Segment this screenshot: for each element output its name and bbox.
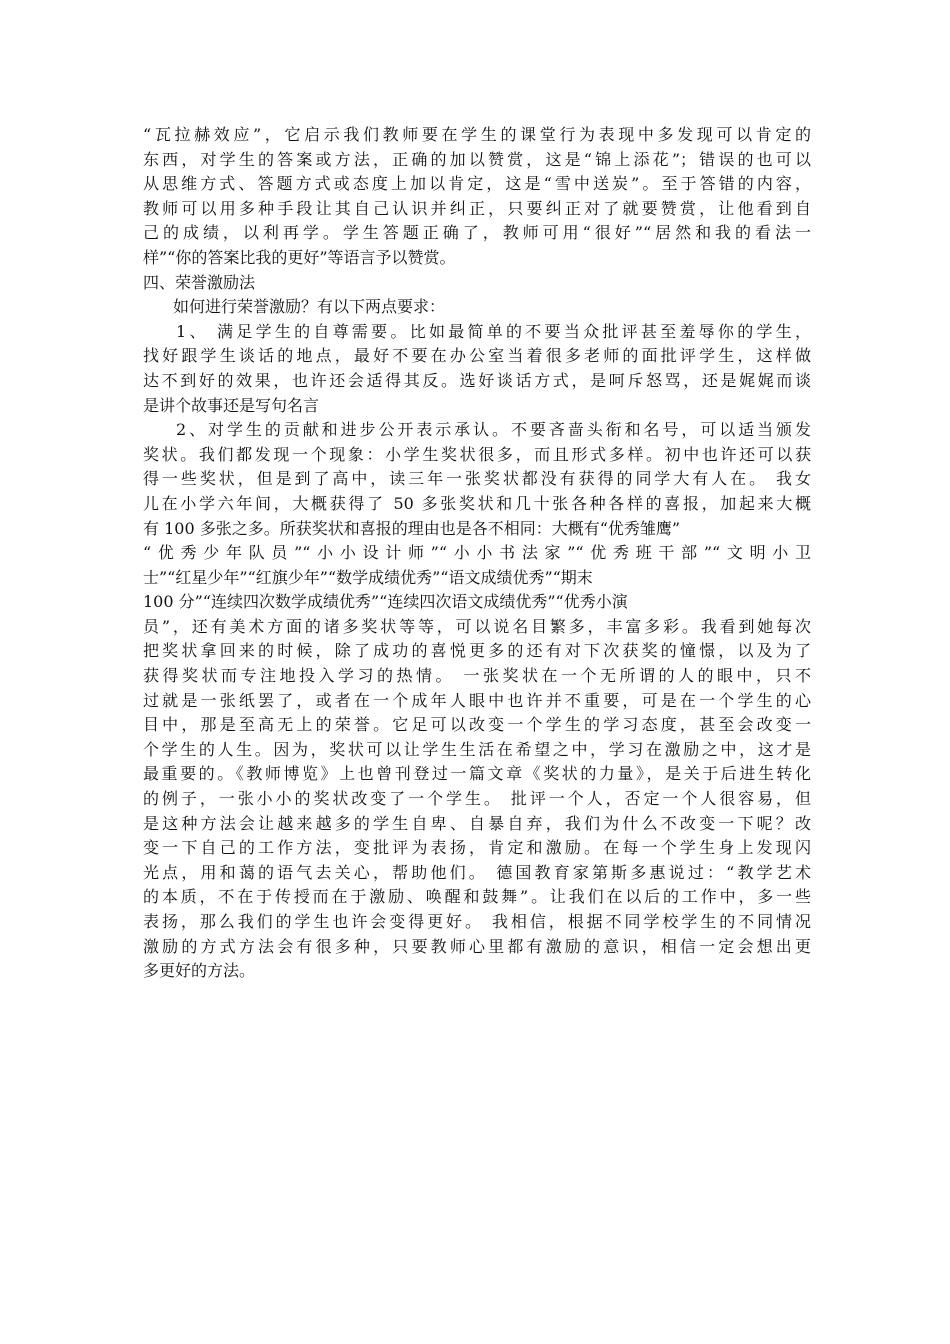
list-item: 2、对学生的贡献和进步公开表示承认。不要吝啬头衔和名号，可以适当颁发 [176,420,811,440]
text-line: 己的成绩，以利再学。学生答题正确了，教师可用“很好”“居然和我的看法一 [143,223,811,243]
text-line: 如何进行荣誉激励？有以下两点要求： [173,297,446,317]
text-line: 达不到好的效果，也许还会适得其反。选好谈话方式，是呵斥怒骂，还是娓娓而谈 [143,370,811,390]
text-line: 的例子，一张小小的奖状改变了一个学生。 批评一个人，否定一个人很容易，但 [143,789,811,809]
text-line: 士”“红星少年”“红旗少年”“数学成绩优秀”“语文成绩优秀”“期末 [143,567,593,587]
text-line: 100 分”“连续四次数学成绩优秀”“连续四次语文成绩优秀”“优秀小演 [143,592,628,612]
text-line: 表扬，那么我们的学生也许会变得更好。 我相信，根据不同学校学生的不同情况 [143,912,811,931]
list-item: 1、 满足学生的自尊需要。比如最简单的不要当众批评甚至羞辱你的学生， [176,321,811,341]
document-body [143,123,811,984]
text-line: 奖状。我们都发现一个现象：小学生奖状很多，而且形式多样。初中也许还可以获 [143,444,811,464]
text-line: 光点，用和蔼的语气去关心，帮助他们。 德国教育家第斯多惠说过：“教学艺术 [143,862,811,882]
text-line: 的本质，不在于传授而在于激励、唤醒和鼓舞”。让我们在以后的工作中，多一些 [143,887,811,907]
text-line: 有 100 多张之多。所获奖状和喜报的理由也是各不相同：大概有“优秀雏鹰” [143,518,681,538]
text-line: 过就是一张纸罢了，或者在一个成年人眼中也许并不重要，可是在一个学生的心 [143,690,811,710]
text-line: 目中，那是至高无上的荣誉。它足可以改变一个学生的学习态度，甚至会改变一 [143,715,811,735]
text-line: 获得奖状而专注地投入学习的热情。 一张奖状在一个无所谓的人的眼中，只不 [143,666,811,686]
text-line: 最重要的。《教师博览》上也曾刊登过一篇文章《奖状的力量》，是关于后进生转化 [143,764,811,784]
text-line: “优秀少年队员”“小小设计师”“小小书法家”“优秀班干部”“文明小卫 [143,543,811,563]
text-line: 变一下自己的工作方法，变批评为表扬，肯定和激励。在每一个学生身上发现闪 [143,838,811,858]
section-heading: 四、荣誉激励法 [143,272,256,292]
text-line: 得一些奖状，但是到了高中，读三年一张奖状都没有获得的同学大有人在。 我女 [143,469,811,489]
text-line: 东西，对学生的答案或方法，正确的加以赞赏，这是“锦上添花”；错误的也可以 [143,149,811,169]
text-line: 教师可以用多种手段让其自己认识并纠正，只要纠正对了就要赞赏，让他看到自 [143,198,811,218]
text-line: 激励的方式方法会有很多种，只要教师心里都有激励的意识，相信一定会想出更 [143,936,811,956]
text-line: 儿在小学六年间，大概获得了 50 多张奖状和几十张各种各样的喜报，加起来大概 [143,493,811,513]
text-line: 找好跟学生谈话的地点，最好不要在办公室当着很多老师的面批评学生，这样做 [143,346,811,366]
text-line: 是讲个故事还是写句名言 [143,395,320,415]
text-line: “瓦拉赫效应”，它启示我们教师要在学生的课堂行为表现中多发现可以肯定的 [143,125,811,144]
text-line: 是这种方法会让越来越多的学生自卑、自暴自弃，我们为什么不改变一下呢？改 [143,813,811,833]
text-line: 把奖状拿回来的时候，除了成功的喜悦更多的还有对下次获奖的憧憬，以及为了 [143,641,811,661]
text-line: 员”，还有美术方面的诸多奖状等等，可以说名目繁多，丰富多彩。我看到她每次 [143,616,811,636]
text-line: 多更好的方法。 [143,961,256,981]
text-line: 样”“你的答案比我的更好”等语言予以赞赏。 [143,247,456,267]
text-line: 个学生的人生。因为，奖状可以让学生生活在希望之中，学习在激励之中，这才是 [143,739,811,759]
text-line: 从思维方式、答题方式或态度上加以肯定，这是“雪中送炭”。至于答错的内容， [143,174,811,194]
